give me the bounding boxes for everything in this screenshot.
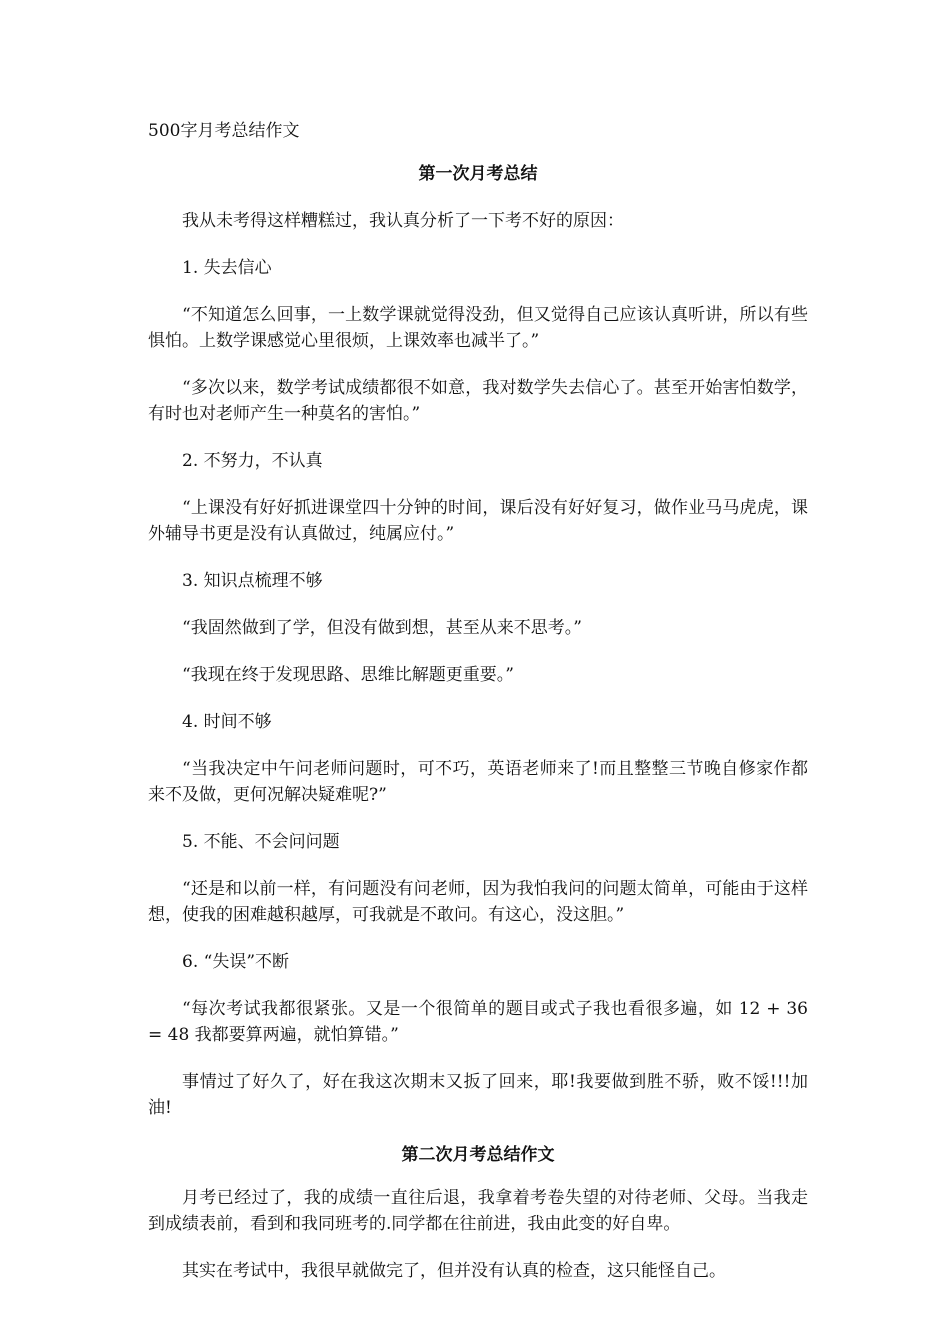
section-heading-first-exam: 第一次月考总结: [418, 164, 538, 184]
document-title: 500字月考总结作文: [148, 121, 300, 141]
quote-paragraph: “上课没有好好抓进课堂四十分钟的时间，课后没有好好复习，做作业马马虎虎，课外辅导书更是没有认真做过，纯属应付。”: [148, 498, 808, 544]
reason-heading-3: 3. 知识点梳理不够: [182, 571, 323, 591]
quote-paragraph: “不知道怎么回事，一上数学课就觉得没劲，但又觉得自己应该认真听讲，所以有些惧怕。上数学课感觉心里很烦，上课效率也减半了。”: [148, 305, 808, 351]
reason-heading-6: 6. “失误”不断: [182, 952, 290, 972]
document-page: [148, 118, 808, 1284]
reason-heading-2: 2. 不努力，不认真: [182, 451, 323, 471]
closing-paragraph: 事情过了好久了，好在我这次期末又扳了回来，耶!我要做到胜不骄，败不馁!!!加油!: [148, 1072, 808, 1118]
body-paragraph: 其实在考试中，我很早就做完了，但并没有认真的检查，这只能怪自己。: [182, 1261, 726, 1281]
quote-paragraph: “多次以来，数学考试成绩都很不如意，我对数学失去信心了。甚至开始害怕数学，有时也对老师产生一种莫名的害怕。”: [148, 378, 808, 424]
reason-heading-4: 4. 时间不够: [182, 712, 272, 732]
body-paragraph: 月考已经过了，我的成绩一直往后退，我拿着考卷失望的对待老师、父母。当我走到成绩表前，看到和我同班考的.同学都在往前进，我由此变的好自卑。: [148, 1188, 808, 1234]
quote-paragraph: “还是和以前一样，有问题没有问老师，因为我怕我问的问题太简单，可能由于这样想，使我的困难越积越厚，可我就是不敢问。有这心，没这胆。”: [148, 879, 808, 925]
reason-heading-1: 1. 失去信心: [182, 258, 272, 278]
reason-heading-5: 5. 不能、不会问问题: [182, 832, 340, 852]
quote-paragraph: “我现在终于发现思路、思维比解题更重要。”: [182, 665, 514, 685]
quote-paragraph: “当我决定中午问老师问题时，可不巧，英语老师来了!而且整整三节晚自修家作都来不及做，更何况解决疑难呢?”: [148, 759, 808, 805]
quote-paragraph: “每次考试我都很紧张。又是一个很简单的题目或式子我也看很多遍，如 12 + 36 = 48 我都要算两遍，就怕算错。”: [148, 999, 808, 1045]
intro-paragraph: 我从未考得这样糟糕过，我认真分析了一下考不好的原因：: [182, 211, 624, 231]
section-heading-second-exam: 第二次月考总结作文: [401, 1145, 555, 1165]
quote-paragraph: “我固然做到了学，但没有做到想，甚至从来不思考。”: [182, 618, 582, 638]
